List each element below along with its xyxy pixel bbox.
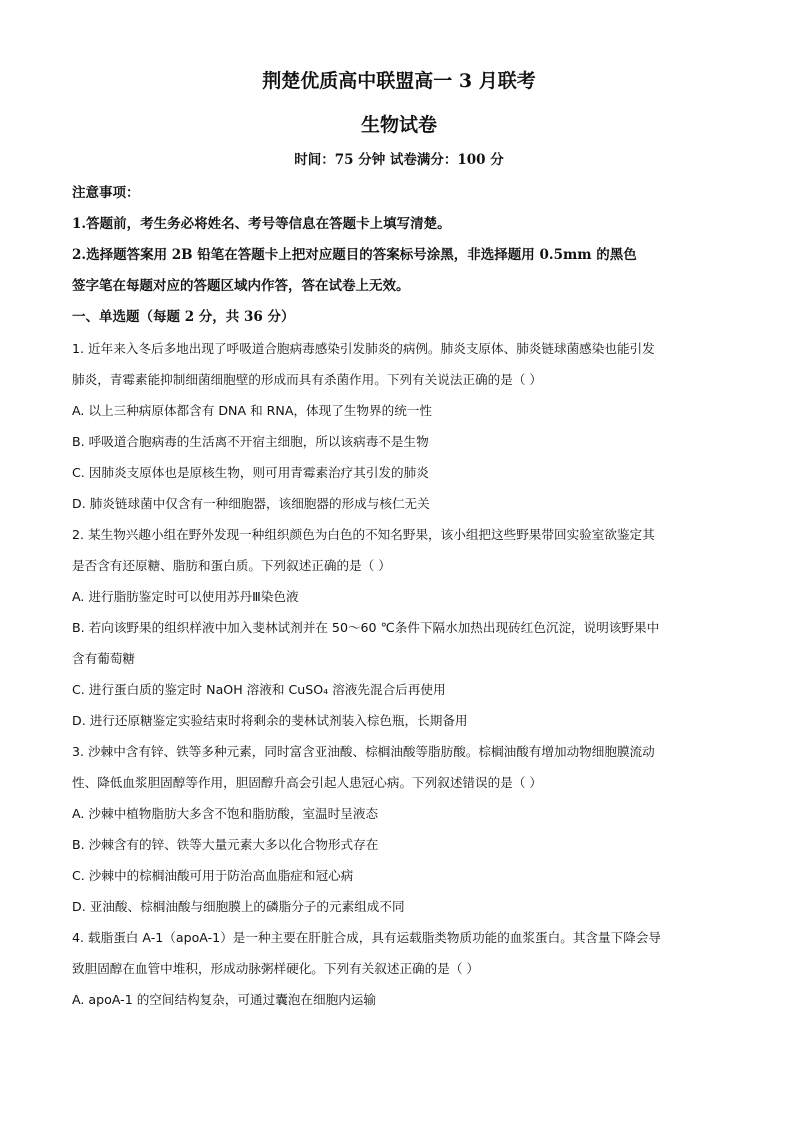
option-a: A. 进行脂肪鉴定时可以使用苏丹Ⅲ染色液 xyxy=(72,589,299,604)
notes-heading: 注意事项： xyxy=(72,185,140,201)
question-1 xyxy=(72,333,726,519)
notes-item-2-line-1: 2.选择题答案用 2B 铅笔在答题卡上把对应题目的答案标号涂黑，非选择题用 0.5mm 的黑色 xyxy=(72,247,637,263)
question-4 xyxy=(72,922,726,1015)
option-b-continued: 含有葡萄糖 xyxy=(72,651,135,666)
question-2 xyxy=(72,519,726,736)
notes-section xyxy=(72,178,726,302)
question-stem-line: 性、降低血浆胆固醇等作用，胆固醇升高会引起人患冠心病。下列叙述错误的是（ ） xyxy=(72,775,542,790)
exam-title: 荆楚优质高中联盟高一 3 月联考 xyxy=(262,70,536,92)
option-b: B. 呼吸道合胞病毒的生活离不开宿主细胞，所以该病毒不是生物 xyxy=(72,434,429,449)
notes-item-1: 1.答题前，考生务必将姓名、考号等信息在答题卡上填写清楚。 xyxy=(72,216,451,232)
option-d: D. 亚油酸、棕榈油酸与细胞膜上的磷脂分子的元素组成不同 xyxy=(72,899,405,914)
exam-time-info: 时间：75 分钟 试卷满分：100 分 xyxy=(294,152,504,168)
option-d: D. 肺炎链球菌中仅含有一种细胞器，该细胞器的形成与核仁无关 xyxy=(72,496,430,511)
notes-item-2-line-2: 签字笔在每题对应的答题区域内作答，答在试卷上无效。 xyxy=(72,278,410,294)
option-c: C. 因肺炎支原体也是原核生物，则可用青霉素治疗其引发的肺炎 xyxy=(72,465,429,480)
question-stem-line: 是否含有还原糖、脂肪和蛋白质。下列叙述正确的是（ ） xyxy=(72,558,391,573)
question-stem-line: 4. 载脂蛋白 A-1（apoA-1）是一种主要在肝脏合成，具有运载脂类物质功能的血浆蛋白。其含量下降会导 xyxy=(72,930,661,945)
option-c: C. 沙棘中的棕榈油酸可用于防治高血脂症和冠心病 xyxy=(72,868,354,883)
section-heading: 一、单选题（每题 2 分，共 36 分） xyxy=(72,309,295,325)
option-b: B. 沙棘含有的锌、铁等大量元素大多以化合物形式存在 xyxy=(72,837,379,852)
exam-page xyxy=(72,66,726,1015)
option-b: B. 若向该野果的组织样液中加入斐林试剂并在 50～60 ℃条件下隔水加热出现砖红色沉淀，说明该野果中 xyxy=(72,620,660,635)
option-a: A. 沙棘中植物脂肪大多含不饱和脂肪酸，室温时呈液态 xyxy=(72,806,379,821)
question-stem-line: 3. 沙棘中含有锌、铁等多种元素，同时富含亚油酸、棕榈油酸等脂肪酸。棕榈油酸有增加动物细胞膜流动 xyxy=(72,744,655,759)
question-stem-line: 肺炎，青霉素能抑制细菌细胞壁的形成而具有杀菌作用。下列有关说法正确的是（ ） xyxy=(72,372,542,387)
question-stem-line: 2. 某生物兴趣小组在野外发现一种组织颜色为白色的不知名野果，该小组把这些野果带回实验室欲鉴定其 xyxy=(72,527,655,542)
question-3 xyxy=(72,736,726,922)
option-a: A. 以上三种病原体都含有 DNA 和 RNA，体现了生物界的统一性 xyxy=(72,403,432,418)
question-stem-line: 1. 近年来入冬后多地出现了呼吸道合胞病毒感染引发肺炎的病例。肺炎支原体、肺炎链球菌感染也能引发 xyxy=(72,341,655,356)
option-a: A. apoA-1 的空间结构复杂，可通过囊泡在细胞内运输 xyxy=(72,992,376,1007)
option-c: C. 进行蛋白质的鉴定时 NaOH 溶液和 CuSO₄ 溶液先混合后再使用 xyxy=(72,682,446,697)
question-stem-line: 致胆固醇在血管中堆积，形成动脉粥样硬化。下列有关叙述正确的是（ ） xyxy=(72,961,480,976)
option-d: D. 进行还原糖鉴定实验结束时将剩余的斐林试剂装入棕色瓶，长期备用 xyxy=(72,713,468,728)
exam-subject: 生物试卷 xyxy=(360,114,437,136)
